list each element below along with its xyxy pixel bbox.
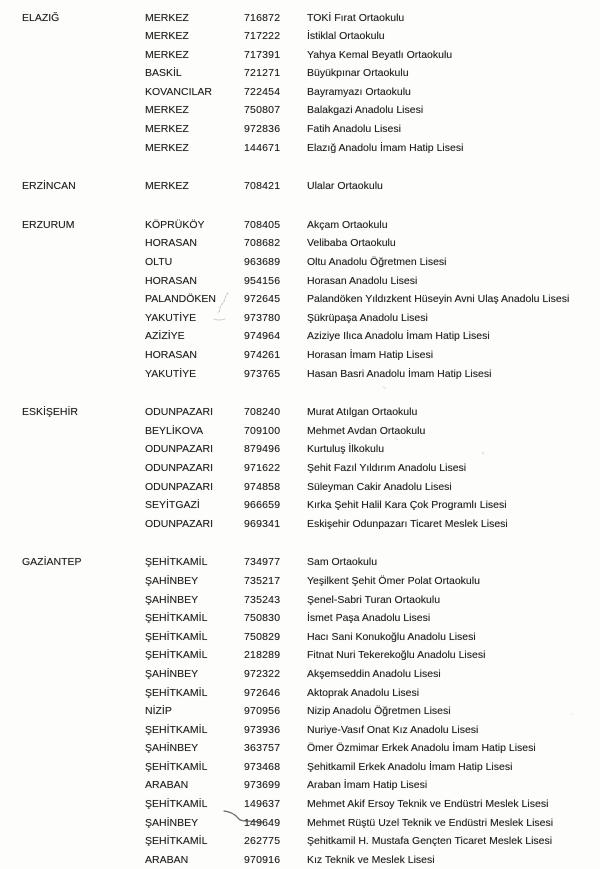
code-cell: 708405 [244, 218, 281, 231]
province-cell [22, 628, 145, 647]
school-cell: Ulalar Ortaokulu [307, 180, 383, 193]
table-row [0, 9, 600, 28]
code-cell: 735243 [244, 593, 281, 606]
province-cell [22, 309, 145, 328]
school-cell: Eskişehir Odunpazarı Ticaret Meslek Lisesi [307, 517, 508, 530]
district-cell: ODUNPAZARI [145, 480, 214, 493]
table-row [0, 403, 600, 422]
school-cell: Nizip Anadolu Öğretmen Lisesi [307, 705, 451, 718]
code-cell: 972646 [244, 686, 281, 699]
district-cell: ARABAN [145, 779, 189, 792]
province-cell [22, 422, 145, 441]
province-cell [22, 459, 145, 478]
code-cell: 708421 [244, 180, 281, 193]
code-cell: 750829 [244, 630, 281, 643]
district-cell: ŞAHİNBEY [145, 593, 199, 606]
province-cell [22, 684, 145, 703]
code-cell: 972645 [244, 293, 281, 306]
district-cell: ŞAHİNBEY [145, 574, 199, 587]
code-cell: 717391 [244, 48, 281, 61]
code-cell: 971622 [244, 461, 281, 474]
table-row [0, 628, 600, 647]
code-cell: 954156 [244, 274, 281, 287]
school-cell: Hasan Basri Anadolu İmam Hatip Lisesi [307, 367, 492, 380]
province-cell [22, 739, 145, 758]
code-cell: 717222 [244, 30, 281, 43]
school-cell: İstiklal Ortaokulu [307, 30, 385, 43]
table-row [0, 101, 600, 120]
district-cell: NİZİP [145, 705, 172, 718]
district-cell: ODUNPAZARI [145, 517, 214, 530]
district-cell: ŞEHİTKAMİL [145, 686, 208, 699]
province-section-4 [0, 553, 600, 869]
province-section-2 [0, 216, 600, 383]
code-cell: 149637 [244, 798, 281, 811]
province-cell: ERZİNCAN [22, 180, 76, 193]
code-cell: 974858 [244, 480, 281, 493]
district-cell: HORASAN [145, 237, 197, 250]
province-cell [22, 832, 145, 851]
code-cell: 735217 [244, 574, 281, 587]
province-cell [22, 46, 145, 65]
school-cell: Akşemseddin Anadolu Lisesi [307, 667, 441, 680]
province-cell [22, 365, 145, 384]
table-row [0, 591, 600, 610]
table-row [0, 64, 600, 83]
province-cell [22, 83, 145, 102]
table-row [0, 216, 600, 235]
district-cell: MERKEZ [145, 141, 189, 154]
school-cell: Hacı Sani Konukoğlu Anadolu Lisesi [307, 630, 476, 643]
province-cell [22, 253, 145, 272]
province-cell [22, 646, 145, 665]
district-cell: ŞEHİTKAMİL [145, 723, 208, 736]
district-cell: ODUNPAZARI [145, 406, 214, 419]
school-cell: Balakgazi Anadolu Lisesi [307, 104, 424, 117]
province-cell [22, 346, 145, 365]
district-cell: ŞEHİTKAMİL [145, 798, 208, 811]
code-cell: 721271 [244, 67, 281, 80]
table-row [0, 83, 600, 102]
school-cell: Aziziye Ilıca Anadolu İmam Hatip Lisesi [307, 330, 490, 343]
school-cell: Palandöken Yıldızkent Hüseyin Avni Ulaş Anadolu Lisesi [307, 293, 570, 306]
district-cell: PALANDÖKEN [145, 293, 216, 306]
district-cell: YAKUTİYE [145, 367, 197, 380]
code-cell: 734977 [244, 556, 281, 569]
table-row [0, 27, 600, 46]
school-cell: Horasan İmam Hatip Lisesi [307, 349, 434, 361]
code-cell: 709100 [244, 424, 281, 437]
province-cell [22, 440, 145, 459]
school-cell: TOKİ Fırat Ortaokulu [307, 11, 405, 24]
district-cell: ARABAN [145, 853, 189, 866]
school-cell: Aktoprak Anadolu Lisesi [307, 686, 420, 699]
code-cell: 973468 [244, 760, 281, 773]
school-cell: Fitnat Nuri Tekerekoğlu Anadolu Lisesi [307, 649, 486, 662]
school-cell: Kız Teknik ve Meslek Lisesi [307, 853, 435, 866]
table-row [0, 139, 600, 158]
table-row [0, 572, 600, 591]
school-cell: Nuriye-Vasıf Onat Kız Anadolu Lisesi [307, 723, 479, 736]
table-row [0, 120, 600, 139]
school-cell: Şükrüpaşa Anadolu Lisesi [307, 311, 428, 324]
province-cell [22, 851, 145, 869]
table-row [0, 515, 600, 534]
school-cell: Mehmet Rüştü Uzel Teknik ve Endüstri Meslek Lisesi [307, 816, 554, 829]
school-cell: Mehmet Akif Ersoy Teknik ve Endüstri Meslek Lisesi [307, 798, 549, 811]
code-cell: 972836 [244, 123, 281, 136]
school-cell: Mehmet Avdan Ortaokulu [307, 424, 426, 437]
school-cell: Yeşilkent Şehit Ömer Polat Ortaokulu [307, 574, 480, 587]
table-row [0, 478, 600, 497]
table-row [0, 440, 600, 459]
district-cell: ŞEHİTKAMİL [145, 835, 208, 848]
district-cell: ŞAHİNBEY [145, 816, 199, 829]
district-cell: MERKEZ [145, 104, 189, 117]
code-cell: 973765 [244, 367, 281, 380]
province-cell [22, 272, 145, 291]
table-row [0, 234, 600, 253]
school-cell: Elazığ Anadolu İmam Hatip Lisesi [307, 141, 464, 154]
district-cell: HORASAN [145, 274, 197, 287]
table-row [0, 290, 600, 309]
school-cell: Horasan Anadolu Lisesi [307, 274, 418, 287]
school-cell: İsmet Paşa Anadolu Lisesi [307, 612, 431, 625]
table-row [0, 646, 600, 665]
table-row [0, 272, 600, 291]
code-cell: 716872 [244, 11, 281, 24]
table-row [0, 795, 600, 814]
school-cell: Şehit Fazıl Yıldırım Anadolu Lisesi [307, 461, 467, 474]
district-cell: MERKEZ [145, 48, 189, 61]
school-cell: Şehitkamil Erkek Anadolu İmam Hatip Lisesi [307, 760, 513, 773]
province-cell [22, 496, 145, 515]
province-cell [22, 27, 145, 46]
province-cell: ESKİŞEHİR [22, 406, 79, 419]
province-cell [22, 702, 145, 721]
school-cell: Murat Atılgan Ortaokulu [307, 406, 418, 419]
district-cell: MERKEZ [145, 123, 189, 136]
table-row [0, 365, 600, 384]
district-cell: MERKEZ [145, 30, 189, 43]
province-cell [22, 609, 145, 628]
district-cell: MERKEZ [145, 11, 189, 24]
table-row [0, 327, 600, 346]
table-row [0, 553, 600, 572]
school-cell: Fatih Anadolu Lisesi [307, 123, 401, 136]
province-cell: GAZİANTEP [22, 556, 82, 569]
district-cell: SEYİTGAZİ [145, 499, 200, 512]
school-cell: Ömer Özmimar Erkek Anadolu İmam Hatip Lisesi [307, 742, 536, 755]
code-cell: 363757 [244, 742, 281, 755]
code-cell: 966659 [244, 499, 281, 512]
code-cell: 972322 [244, 667, 281, 680]
code-cell: 218289 [244, 649, 281, 662]
code-cell: 963689 [244, 256, 281, 269]
district-cell: ODUNPAZARI [145, 443, 214, 456]
district-cell: MERKEZ [145, 180, 189, 193]
province-section-3 [0, 403, 600, 533]
table-row [0, 739, 600, 758]
table-row [0, 46, 600, 65]
district-cell: ŞEHİTKAMİL [145, 630, 208, 643]
province-cell [22, 758, 145, 777]
code-cell: 262775 [244, 835, 281, 848]
district-cell: ŞEHİTKAMİL [145, 760, 208, 773]
table-row [0, 851, 600, 869]
district-cell: ŞAHİNBEY [145, 742, 199, 755]
district-cell: YAKUTİYE [145, 311, 197, 324]
table-row [0, 814, 600, 833]
table-row [0, 346, 600, 365]
table-row [0, 758, 600, 777]
code-cell: 750830 [244, 612, 281, 625]
code-cell: 974964 [244, 330, 281, 343]
district-cell: ODUNPAZARI [145, 461, 214, 474]
province-cell [22, 776, 145, 795]
table-row [0, 459, 600, 478]
code-cell: 149649 [244, 816, 281, 829]
code-cell: 144671 [244, 141, 281, 154]
province-cell [22, 101, 145, 120]
province-cell: ELAZIĞ [22, 11, 60, 24]
code-cell: 973699 [244, 779, 281, 792]
school-cell: Araban İmam Hatip Lisesi [307, 779, 428, 792]
school-cell: Akçam Ortaokulu [307, 218, 388, 231]
district-cell: KOVANCILAR [145, 85, 212, 98]
code-cell: 708240 [244, 406, 281, 419]
district-cell: HORASAN [145, 349, 197, 361]
province-cell [22, 327, 145, 346]
district-cell: BASKİL [145, 67, 182, 80]
province-section-1 [0, 177, 600, 196]
code-cell: 973780 [244, 311, 281, 324]
school-cell: Şehitkamil H. Mustafa Gençten Ticaret Meslek Lisesi [307, 835, 553, 848]
table-row [0, 832, 600, 851]
district-cell: BEYLİKOVA [145, 424, 204, 437]
province-cell [22, 721, 145, 740]
district-cell: ŞEHİTKAMİL [145, 649, 208, 662]
code-cell: 973936 [244, 723, 281, 736]
district-cell: ŞAHİNBEY [145, 667, 199, 680]
school-cell: Oltu Anadolu Öğretmen Lisesi [307, 256, 447, 269]
code-cell: 969341 [244, 517, 281, 530]
province-cell [22, 64, 145, 83]
school-cell: Velibaba Ortaokulu [307, 237, 396, 250]
school-cell: Yahya Kemal Beyatlı Ortaokulu [307, 48, 453, 61]
table-row [0, 422, 600, 441]
district-cell: ŞEHİTKAMİL [145, 612, 208, 625]
code-cell: 722454 [244, 85, 281, 98]
table-row [0, 702, 600, 721]
province-cell: ERZURUM [22, 218, 75, 231]
province-cell [22, 290, 145, 309]
district-cell: OLTU [145, 256, 173, 269]
province-cell [22, 591, 145, 610]
code-cell: 970916 [244, 853, 281, 866]
code-cell: 708682 [244, 237, 281, 250]
table-row [0, 496, 600, 515]
table-row [0, 177, 600, 196]
district-cell: ŞEHİTKAMİL [145, 556, 208, 569]
province-section-0 [0, 9, 600, 158]
table-row [0, 253, 600, 272]
table-row [0, 665, 600, 684]
code-cell: 879496 [244, 443, 281, 456]
province-cell [22, 572, 145, 591]
table-row [0, 309, 600, 328]
table-row [0, 776, 600, 795]
school-cell: Büyükpınar Ortaokulu [307, 67, 409, 80]
school-cell: Süleyman Cakir Anadolu Lisesi [307, 480, 452, 493]
code-cell: 750807 [244, 104, 281, 117]
code-cell: 974261 [244, 349, 281, 361]
province-cell [22, 234, 145, 253]
province-cell [22, 795, 145, 814]
table-row [0, 721, 600, 740]
province-cell [22, 478, 145, 497]
province-cell [22, 515, 145, 534]
school-cell: Bayramyazı Ortaokulu [307, 85, 411, 98]
school-cell: Sam Ortaokulu [307, 556, 378, 569]
school-cell: Kırka Şehit Halil Kara Çok Programlı Lisesi [307, 499, 507, 512]
province-cell [22, 814, 145, 833]
district-cell: AZİZİYE [145, 330, 185, 343]
school-cell: Şenel-Sabri Turan Ortaokulu [307, 593, 441, 606]
table-row [0, 684, 600, 703]
province-cell [22, 665, 145, 684]
province-cell [22, 139, 145, 158]
school-cell: Kurtuluş İlkokulu [307, 443, 385, 456]
table-row [0, 609, 600, 628]
district-cell: KÖPRÜKÖY [145, 218, 205, 231]
province-cell [22, 120, 145, 139]
code-cell: 970956 [244, 705, 281, 718]
